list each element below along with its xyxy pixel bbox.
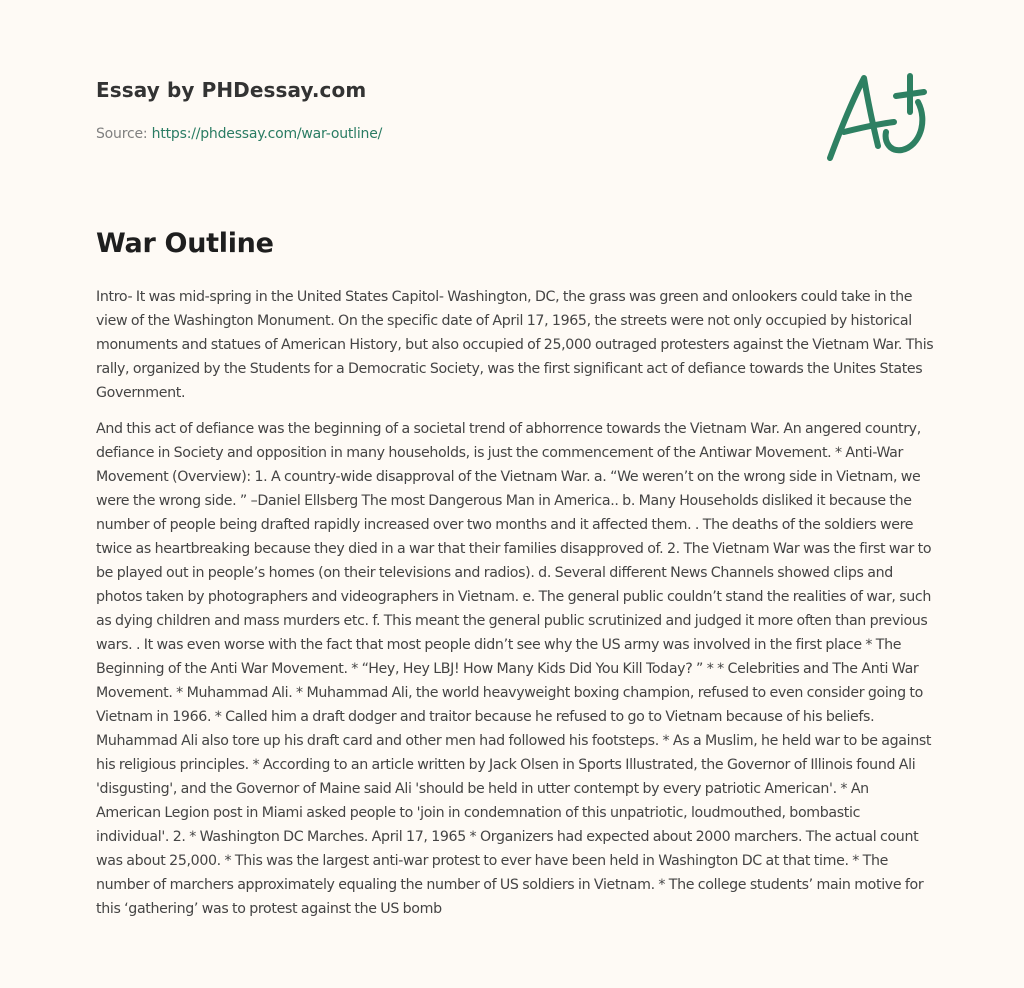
essay-body	[96, 285, 936, 933]
source-line	[96, 124, 796, 144]
essay-title: War Outline	[96, 228, 274, 259]
essay-header	[96, 76, 796, 144]
essay-paragraph-body: And this act of defiance was the beginning of a societal trend of abhorrence towards the Vietnam War. An angered country, defiance in Society and opposition in many households, is just the commencement of the Antiwar Movement. * Anti-War Movement (Overview): 1. A country-wide disapproval of the Vietnam War. a. “We weren’t on the wrong side in Vietnam, we were the wrong side. ” –Daniel Ellsberg The most Dangerous Man in America.. b. Many Households disliked it because the number of people being drafted rapidly increased over two months and it affected them. . The deaths of the soldiers were twice as heartbreaking because they died in a war that their families disapproved of. 2. The Vietnam War was the first war to be played out in people’s homes (on their televisions and radios). d. Several different News Channels showed clips and photos taken by photographers and videographers in Vietnam. e. The general public couldn’t stand the realities of war, such as dying children and mass murders etc. f. This meant the general public scrutinized and judged it more often than previous wars. . It was even worse with the fact that most people didn’t see why the US army was involved in the first place * The Beginning of the Anti War Movement. * “Hey, Hey LBJ! How Many Kids Did You Kill Today? ” * * Celebrities and The Anti War Movement. * Muhammad Ali. * Muhammad Ali, the world heavyweight boxing champion, refused to even consider going to Vietnam in 1966. * Called him a draft dodger and traitor because he refused to go to Vietnam because of his beliefs. Muhammad Ali also tore up his draft card and other men had followed his footsteps. * As a Muslim, he held war to be against his religious principles. * According to an article written by Jack Olsen in Sports Illustrated, the Governor of Illinois found Ali 'disgusting', and the Governor of Maine said Ali 'should be held in utter contempt by every patriotic American'. * An American Legion post in Miami asked people to 'join in condemnation of this unpatriotic, loudmouthed, bombastic individual'. 2. * Washington DC Marches. April 17, 1965 * Organizers had expected about 2000 marchers. The actual count was about 25,000. * This was the largest anti-war protest to ever have been held in Washington DC at that time. * The number of marchers approximately equaling the number of US soldiers in Vietnam. * The college students’ main motive for this ‘gathering’ was to protest against the US bomb	[96, 421, 932, 917]
source-label: Source:	[96, 126, 152, 142]
site-title: Essay by PHDessay.com	[96, 78, 367, 102]
a-plus-grade-icon	[820, 66, 930, 166]
source-link[interactable]: https://phdessay.com/war-outline/	[151, 126, 383, 142]
essay-paragraph-intro: Intro- It was mid-spring in the United States Capitol- Washington, DC, the grass was green and onlookers could take in the view of the Washington Monument. On the specific date of April 17, 1965, the streets were not only occupied by historical monuments and statues of American History, but also occupied of 25,000 outraged protesters against the Vietnam War. This rally, organized by the Students for a Democratic Society, was the first significant act of defiance towards the Unites States Government.	[96, 289, 934, 401]
